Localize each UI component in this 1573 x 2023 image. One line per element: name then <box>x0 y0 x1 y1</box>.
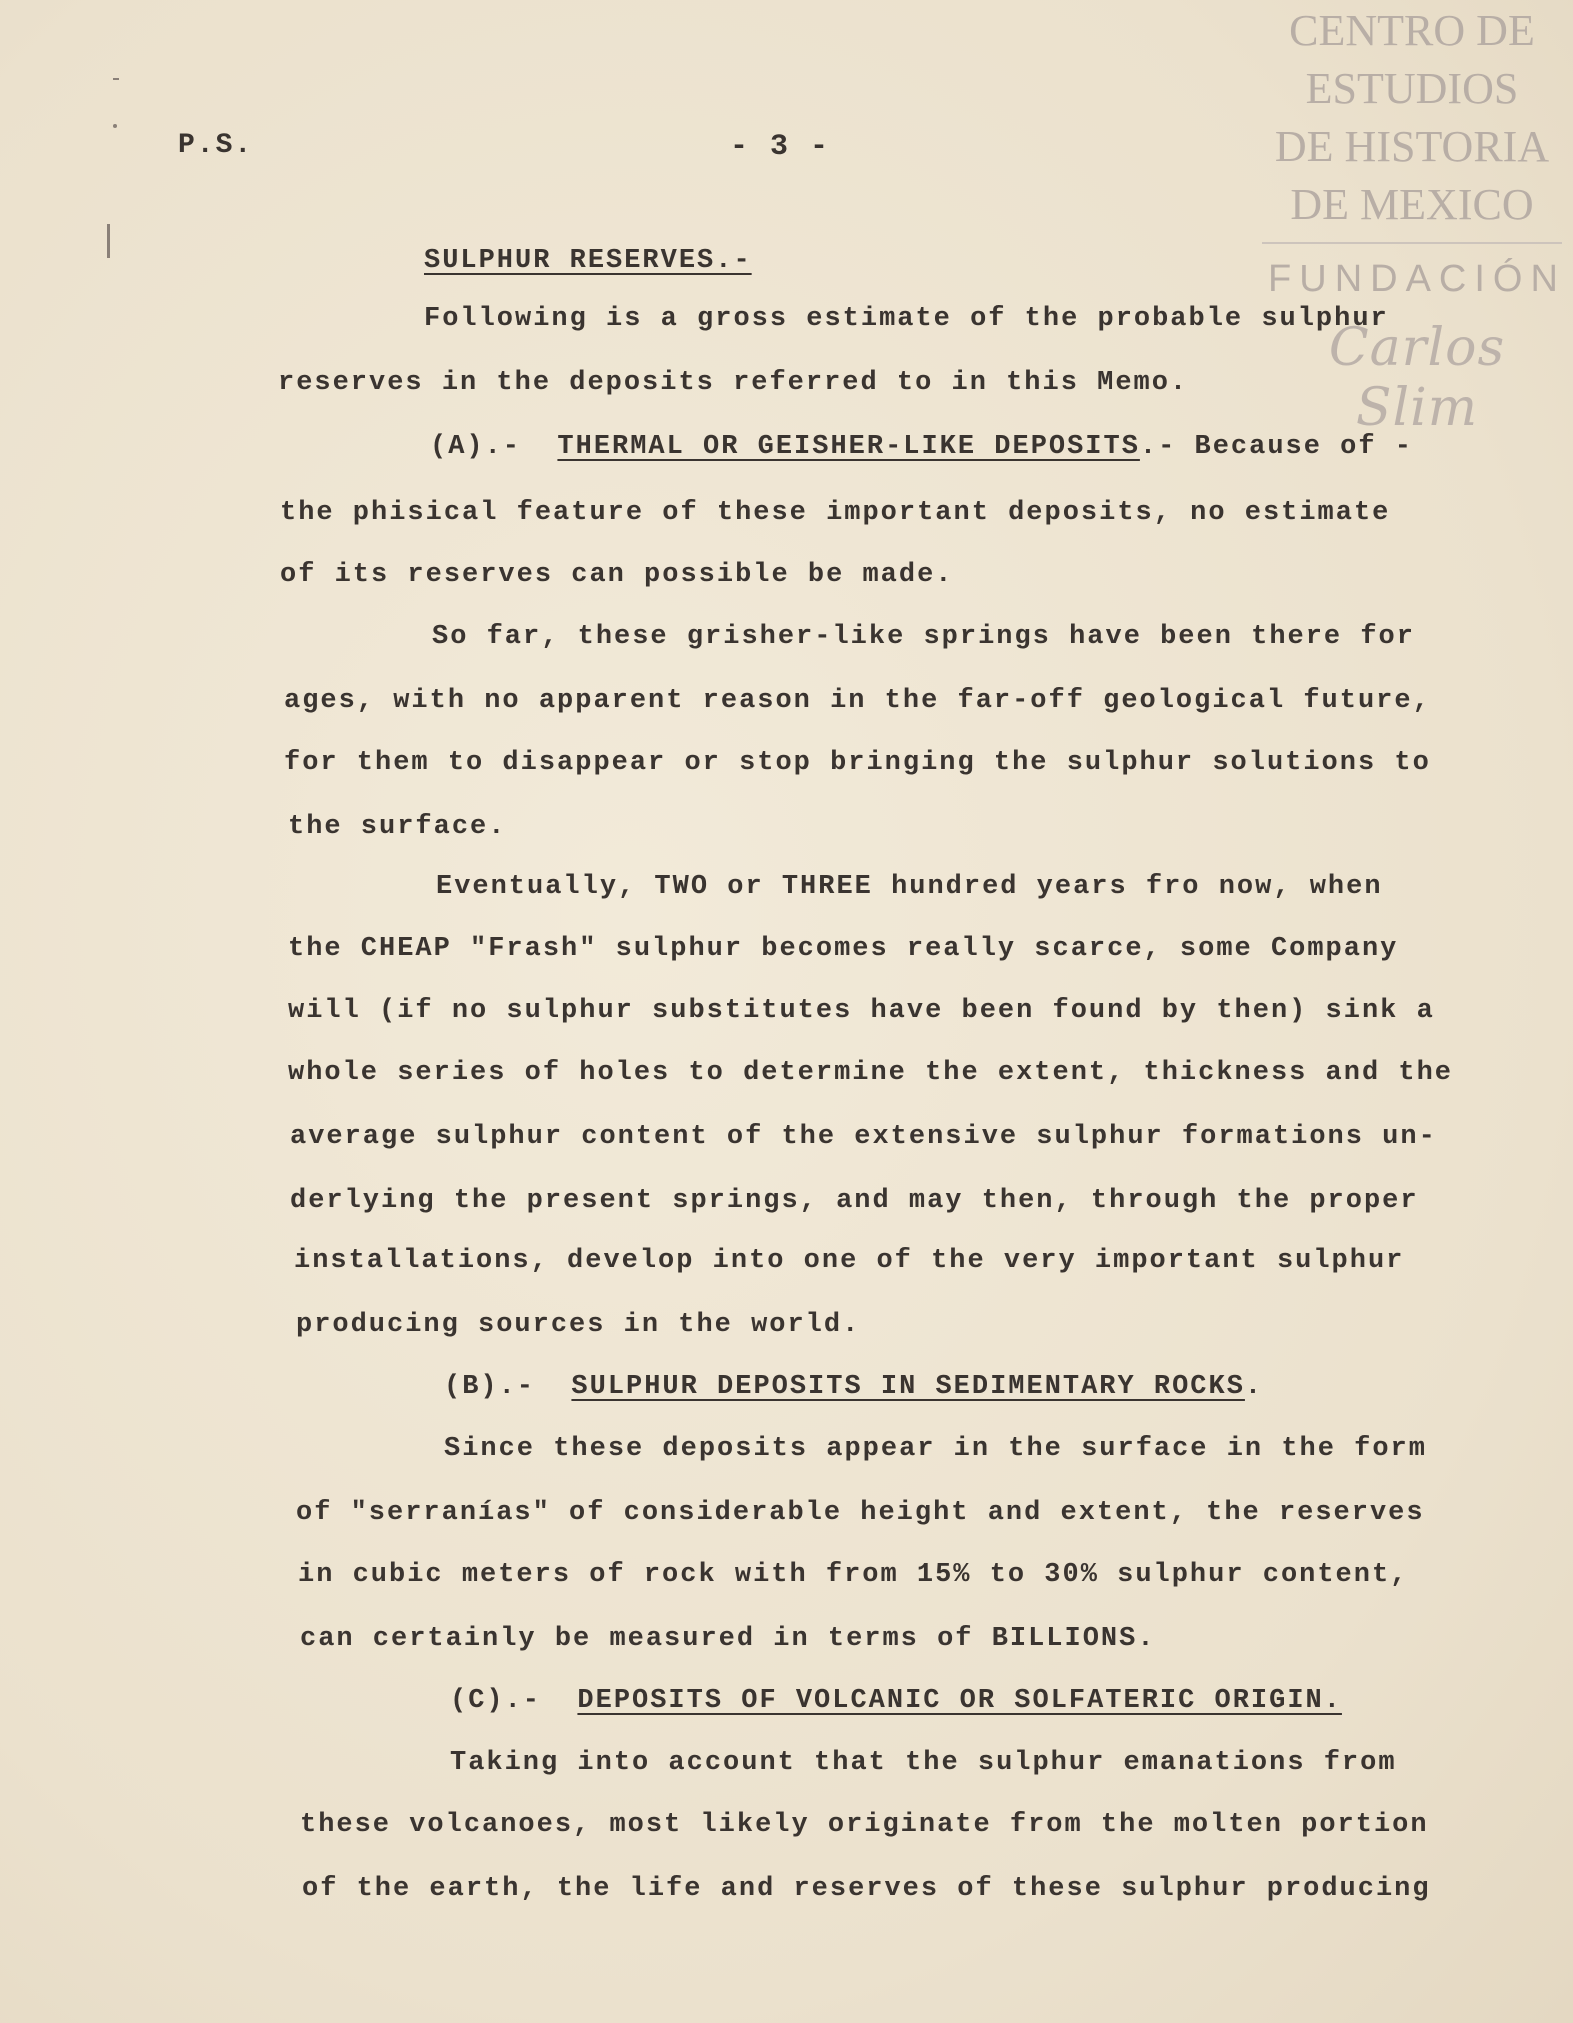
text-line: reserves in the deposits referred to in this Memo. <box>278 368 1189 398</box>
text-line: Since these deposits appear in the surface in the form <box>444 1434 1427 1464</box>
text-line: of its reserves can possible be made. <box>280 560 954 590</box>
subsection-c-title: DEPOSITS OF VOLCANIC OR SOLFATERIC ORIGIN. <box>577 1686 1342 1716</box>
subsection-a-suffix: .- Because of - <box>1139 432 1413 462</box>
text-line: average sulphur content of the extensive sulphur formations un- <box>290 1122 1437 1152</box>
text-line: for them to disappear or stop bringing the sulphur solutions to <box>284 748 1431 778</box>
text-line: producing sources in the world. <box>296 1310 861 1340</box>
text-line: these volcanoes, most likely originate from the molten portion <box>300 1810 1429 1840</box>
subsection-a-title: THERMAL OR GEISHER-LIKE DEPOSITS <box>557 432 1140 462</box>
watermark-line: DE HISTORIA <box>1274 122 1550 171</box>
margin-mark <box>113 124 117 128</box>
text-line: ages, with no apparent reason in the far-off geological future, <box>284 686 1431 716</box>
text-line: can certainly be measured in terms of BILLIONS. <box>300 1624 1156 1654</box>
text-line: the phisical feature of these important deposits, no estimate <box>280 498 1391 528</box>
watermark-line: ESTUDIOS <box>1305 64 1519 113</box>
text-line: installations, develop into one of the very important sulphur <box>294 1246 1405 1276</box>
text-line: Following is a gross estimate of the probable sulphur <box>424 304 1389 334</box>
text-line: the surface. <box>288 812 507 842</box>
watermark-divider <box>1262 242 1562 244</box>
text-line: Eventually, TWO or THREE hundred years fro now, when <box>436 872 1383 902</box>
subsection-b-heading <box>444 1372 1263 1402</box>
text-line: in cubic meters of rock with from 15% to 30% sulphur content, <box>298 1560 1409 1590</box>
text-line: of "serranías" of considerable height and extent, the reserves <box>296 1498 1425 1528</box>
header-initials: P.S. <box>178 130 254 161</box>
page-number: - 3 - <box>730 130 831 164</box>
text-line: Taking into account that the sulphur emanations from <box>450 1748 1397 1778</box>
text-line: will (if no sulphur substitutes have been found by then) sink a <box>288 996 1435 1026</box>
text-line: derlying the present springs, and may then, through the proper <box>290 1186 1419 1216</box>
watermark-foundation: FUNDACIÓN <box>1268 258 1566 300</box>
section-title: SULPHUR RESERVES.- <box>424 246 752 276</box>
margin-mark <box>107 224 110 258</box>
subsection-a-heading <box>430 432 1413 462</box>
watermark-line: CENTRO DE <box>1289 6 1535 55</box>
watermark-signature: Carlos Slim <box>1328 318 1506 438</box>
subsection-c-heading <box>450 1686 1342 1716</box>
subsection-b-prefix: (B).- <box>444 1372 536 1402</box>
subsection-b-title: SULPHUR DEPOSITS IN SEDIMENTARY ROCKS <box>571 1372 1245 1402</box>
subsection-c-prefix: (C).- <box>450 1686 542 1716</box>
text-line: of the earth, the life and reserves of these sulphur producing <box>302 1874 1431 1904</box>
subsection-b-suffix: . <box>1244 1372 1264 1402</box>
watermark-line: DE MEXICO <box>1290 180 1534 229</box>
margin-mark <box>113 78 119 80</box>
text-line: So far, these grisher-like springs have been there for <box>432 622 1415 652</box>
text-line: the CHEAP "Frash" sulphur becomes really scarce, some Company <box>288 934 1399 964</box>
subsection-a-prefix: (A).- <box>430 432 522 462</box>
text-line: whole series of holes to determine the extent, thickness and the <box>288 1058 1453 1088</box>
